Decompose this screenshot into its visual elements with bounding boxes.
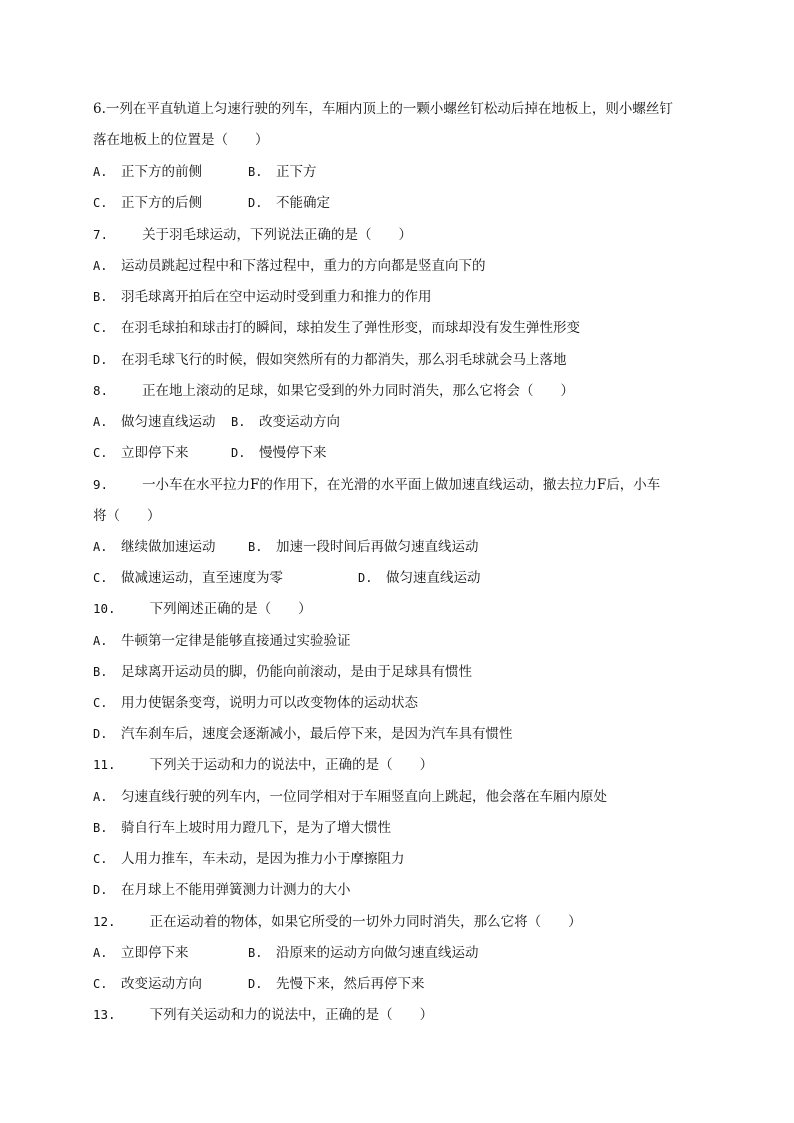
option-mark: A. bbox=[93, 415, 108, 429]
option-d-text: 做匀速直线运动 bbox=[386, 570, 481, 586]
option-mark: B. bbox=[93, 290, 108, 304]
question-8-stem-line bbox=[93, 381, 574, 401]
question-11-option-c bbox=[93, 849, 405, 869]
option-mark: D. bbox=[358, 571, 373, 585]
question-9-options-row-1 bbox=[93, 537, 479, 557]
question-7-option-d bbox=[93, 350, 567, 370]
question-number: 7. bbox=[93, 227, 109, 242]
option-mark: A. bbox=[93, 946, 108, 960]
question-12-stem-line bbox=[93, 912, 582, 932]
question-11-stem-line bbox=[93, 755, 433, 775]
question-11-option-a bbox=[93, 787, 607, 807]
option-text: 在月球上不能用弹簧测力计测力的大小 bbox=[121, 882, 351, 898]
option-mark: A. bbox=[93, 165, 108, 179]
option-text: 汽车刹车后，速度会逐渐减小，最后停下来，是因为汽车具有惯性 bbox=[121, 726, 513, 742]
option-a-text: 正下方的前侧 bbox=[121, 164, 202, 180]
option-mark: B. bbox=[231, 415, 246, 429]
option-a-text: 继续做加速运动 bbox=[121, 539, 216, 555]
question-12-options-row-2 bbox=[93, 974, 425, 994]
question-9-stem: 一小车在水平拉力F的作用下，在光滑的水平面上做加速直线运动，撤去拉力F后，小车 bbox=[142, 477, 661, 493]
option-mark: C. bbox=[93, 977, 108, 991]
question-12-options-row-1 bbox=[93, 943, 479, 963]
question-13-stem: 下列有关运动和力的说法中，正确的是（ ） bbox=[149, 1007, 434, 1023]
question-number: 13. bbox=[93, 1007, 116, 1022]
question-6-stem: 6.一列在平直轨道上匀速行驶的列车，车厢内顶上的一颗小螺丝钉松动后掉在地板上，则小螺丝钉 bbox=[93, 101, 673, 117]
option-mark: C. bbox=[93, 446, 108, 460]
option-mark: A. bbox=[93, 540, 108, 554]
option-mark: D. bbox=[93, 727, 108, 741]
question-11-stem: 下列关于运动和力的说法中，正确的是（ ） bbox=[149, 757, 434, 773]
option-text: 足球离开运动员的脚，仍能向前滚动，是由于足球具有惯性 bbox=[121, 664, 472, 680]
option-text: 用力使锯条变弯，说明力可以改变物体的运动状态 bbox=[121, 695, 418, 711]
option-c-text: 改变运动方向 bbox=[121, 976, 202, 992]
question-10-option-b bbox=[93, 662, 472, 682]
option-mark: A. bbox=[93, 259, 108, 273]
option-mark: D. bbox=[248, 977, 263, 991]
option-text: 骑自行车上坡时用力蹬几下，是为了增大惯性 bbox=[121, 820, 391, 836]
question-11-option-b bbox=[93, 818, 391, 838]
option-a-text: 做匀速直线运动 bbox=[121, 414, 216, 430]
option-mark: C. bbox=[93, 196, 108, 210]
question-6-options-row-1 bbox=[93, 162, 317, 182]
option-mark: D. bbox=[248, 196, 263, 210]
option-b-text: 改变运动方向 bbox=[259, 414, 340, 430]
option-mark: C. bbox=[93, 321, 108, 335]
question-number: 9. bbox=[93, 477, 109, 492]
question-6-stem-cont: 落在地板上的位置是（ ） bbox=[93, 132, 269, 148]
question-8-options-row-1 bbox=[93, 412, 340, 432]
option-mark: A. bbox=[93, 634, 108, 648]
option-text: 运动员跳起过程中和下落过程中，重力的方向都是竖直向下的 bbox=[121, 258, 486, 274]
question-8-options-row-2 bbox=[93, 443, 327, 463]
option-mark: C. bbox=[93, 852, 108, 866]
question-7-option-c bbox=[93, 318, 580, 338]
option-c-text: 立即停下来 bbox=[121, 445, 189, 461]
option-text: 在羽毛球飞行的时候，假如突然所有的力都消失，那么羽毛球就会马上落地 bbox=[121, 352, 567, 368]
question-10-option-a bbox=[93, 631, 351, 651]
question-7-option-a bbox=[93, 256, 486, 276]
option-mark: B. bbox=[248, 540, 263, 554]
option-text: 人用力推车，车未动，是因为推力小于摩擦阻力 bbox=[121, 851, 405, 867]
option-c-text: 正下方的后侧 bbox=[121, 195, 202, 211]
option-d-text: 不能确定 bbox=[276, 195, 330, 211]
question-12-stem: 正在运动着的物体，如果它所受的一切外力同时消失，那么它将（ ） bbox=[149, 914, 582, 930]
option-c-text: 做减速运动，直至速度为零 bbox=[121, 570, 283, 586]
option-mark: B. bbox=[248, 165, 263, 179]
question-10-option-c bbox=[93, 693, 418, 713]
option-d-text: 先慢下来，然后再停下来 bbox=[276, 976, 425, 992]
option-mark: B. bbox=[93, 665, 108, 679]
option-mark: D. bbox=[93, 353, 108, 367]
question-number: 10. bbox=[93, 601, 116, 616]
option-mark: D. bbox=[93, 883, 108, 897]
question-10-stem-line bbox=[93, 599, 312, 619]
option-b-text: 正下方 bbox=[276, 164, 317, 180]
question-6-options-row-2 bbox=[93, 193, 330, 213]
question-7-option-b bbox=[93, 287, 432, 307]
question-7-stem: 关于羽毛球运动，下列说法正确的是（ ） bbox=[142, 227, 413, 243]
option-d-text: 慢慢停下来 bbox=[259, 445, 327, 461]
question-9-stem-cont: 将（ ） bbox=[93, 508, 161, 524]
question-10-option-d bbox=[93, 724, 513, 744]
option-mark: B. bbox=[93, 821, 108, 835]
question-number: 8. bbox=[93, 383, 109, 398]
option-mark: C. bbox=[93, 571, 108, 585]
option-mark: C. bbox=[93, 696, 108, 710]
question-number: 12. bbox=[93, 914, 116, 929]
question-7-stem-line bbox=[93, 225, 412, 245]
option-text: 牛顿第一定律是能够直接通过实验验证 bbox=[121, 633, 351, 649]
question-9-options-row-2 bbox=[93, 568, 481, 588]
question-number: 11. bbox=[93, 757, 116, 772]
question-13-stem-line bbox=[93, 1005, 433, 1025]
option-text: 羽毛球离开拍后在空中运动时受到重力和推力的作用 bbox=[121, 289, 432, 305]
option-b-text: 加速一段时间后再做匀速直线运动 bbox=[276, 539, 479, 555]
option-a-text: 立即停下来 bbox=[121, 945, 189, 961]
option-mark: D. bbox=[231, 446, 246, 460]
question-11-option-d bbox=[93, 880, 351, 900]
question-10-stem: 下列阐述正确的是（ ） bbox=[149, 601, 312, 617]
option-text: 在羽毛球拍和球击打的瞬间，球拍发生了弹性形变，而球却没有发生弹性形变 bbox=[121, 320, 580, 336]
question-8-stem: 正在地上滚动的足球，如果它受到的外力同时消失，那么它将会（ ） bbox=[142, 383, 575, 399]
question-9-stem-line bbox=[93, 475, 660, 495]
option-mark: B. bbox=[248, 946, 263, 960]
option-b-text: 沿原来的运动方向做匀速直线运动 bbox=[276, 945, 479, 961]
option-mark: A. bbox=[93, 790, 108, 804]
option-text: 匀速直线行驶的列车内，一位同学相对于车厢竖直向上跳起，他会落在车厢内原处 bbox=[121, 789, 607, 805]
